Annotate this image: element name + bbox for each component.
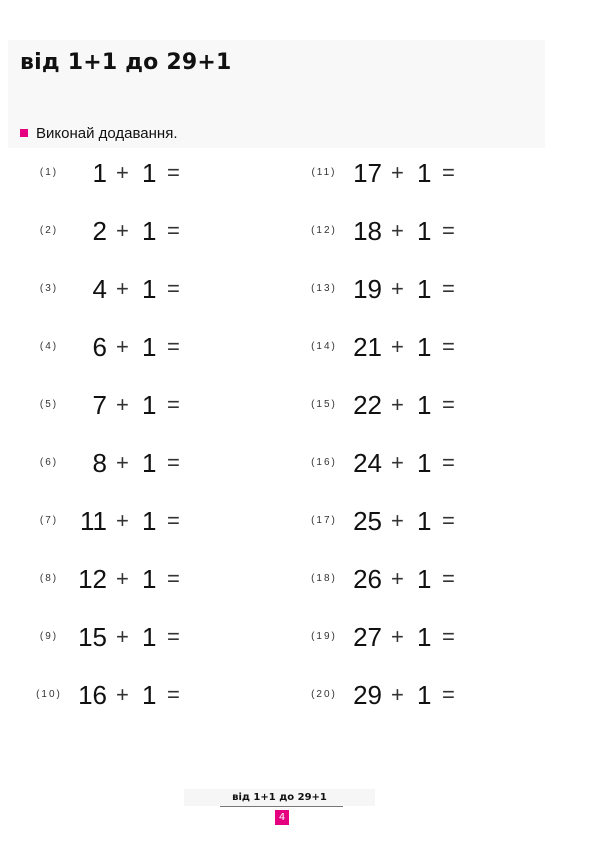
footer-divider — [220, 806, 343, 807]
instruction-text: Виконай додавання. — [36, 125, 178, 142]
first-addend: 25 — [353, 506, 382, 536]
plus-sign: + — [391, 450, 404, 475]
first-addend: 6 — [92, 332, 107, 362]
second-addend: 1 — [142, 564, 157, 594]
equals-sign: = — [442, 392, 455, 417]
equals-sign: = — [167, 624, 180, 649]
instruction — [20, 125, 178, 142]
problem-label: (10) — [36, 689, 62, 700]
second-addend: 1 — [142, 158, 157, 188]
problem-label: (20) — [311, 689, 337, 700]
second-addend: 1 — [417, 564, 432, 594]
problem-label: (18) — [311, 573, 337, 584]
first-addend: 29 — [353, 680, 382, 710]
second-addend: 1 — [417, 274, 432, 304]
equals-sign: = — [167, 566, 180, 591]
equals-sign: = — [167, 276, 180, 301]
equals-sign: = — [442, 624, 455, 649]
problem-label: (13) — [311, 283, 337, 294]
equals-sign: = — [167, 682, 180, 707]
equals-sign: = — [442, 566, 455, 591]
second-addend: 1 — [142, 622, 157, 652]
first-addend: 1 — [92, 158, 107, 188]
plus-sign: + — [116, 508, 129, 533]
bullet-square-icon — [20, 129, 28, 137]
equals-sign: = — [442, 508, 455, 533]
first-addend: 2 — [92, 216, 107, 246]
first-addend: 24 — [353, 448, 382, 478]
equals-sign: = — [442, 160, 455, 185]
problem-label: (9) — [39, 631, 59, 642]
page-title: від 1+1 до 29+1 — [20, 50, 232, 75]
second-addend: 1 — [142, 448, 157, 478]
second-addend: 1 — [417, 622, 432, 652]
problem-label: (19) — [311, 631, 337, 642]
equals-sign: = — [167, 392, 180, 417]
problem-label: (7) — [39, 515, 59, 526]
equals-sign: = — [442, 276, 455, 301]
plus-sign: + — [391, 566, 404, 591]
problem-label: (6) — [39, 457, 59, 468]
first-addend: 12 — [78, 564, 107, 594]
equals-sign: = — [167, 450, 180, 475]
first-addend: 8 — [92, 448, 107, 478]
equals-sign: = — [442, 450, 455, 475]
problem-label: (3) — [39, 283, 59, 294]
problem-label: (17) — [311, 515, 337, 526]
second-addend: 1 — [417, 506, 432, 536]
first-addend: 21 — [353, 332, 382, 362]
problem-label: (5) — [39, 399, 59, 410]
equals-sign: = — [167, 508, 180, 533]
page-number: 4 — [275, 810, 289, 825]
plus-sign: + — [116, 450, 129, 475]
plus-sign: + — [116, 392, 129, 417]
equals-sign: = — [442, 218, 455, 243]
first-addend: 27 — [353, 622, 382, 652]
first-addend: 22 — [353, 390, 382, 420]
second-addend: 1 — [417, 390, 432, 420]
plus-sign: + — [391, 508, 404, 533]
problem-label: (12) — [311, 225, 337, 236]
second-addend: 1 — [142, 332, 157, 362]
first-addend: 17 — [353, 158, 382, 188]
problem-label: (15) — [311, 399, 337, 410]
problem-label: (8) — [39, 573, 59, 584]
problem-label: (16) — [311, 457, 337, 468]
first-addend: 15 — [78, 622, 107, 652]
problem-label: (14) — [311, 341, 337, 352]
second-addend: 1 — [142, 216, 157, 246]
plus-sign: + — [391, 218, 404, 243]
plus-sign: + — [116, 682, 129, 707]
equals-sign: = — [442, 682, 455, 707]
first-addend: 16 — [78, 680, 107, 710]
second-addend: 1 — [417, 448, 432, 478]
equals-sign: = — [167, 160, 180, 185]
first-addend: 7 — [92, 390, 107, 420]
plus-sign: + — [116, 624, 129, 649]
plus-sign: + — [116, 334, 129, 359]
plus-sign: + — [391, 334, 404, 359]
problem-label: (1) — [39, 167, 59, 178]
second-addend: 1 — [417, 680, 432, 710]
second-addend: 1 — [142, 390, 157, 420]
problem-label: (4) — [39, 341, 59, 352]
problem-label: (11) — [311, 167, 337, 178]
second-addend: 1 — [142, 274, 157, 304]
plus-sign: + — [391, 682, 404, 707]
problem-label: (2) — [39, 225, 59, 236]
plus-sign: + — [391, 160, 404, 185]
second-addend: 1 — [417, 216, 432, 246]
plus-sign: + — [391, 624, 404, 649]
equals-sign: = — [167, 334, 180, 359]
plus-sign: + — [116, 160, 129, 185]
first-addend: 11 — [80, 506, 107, 536]
plus-sign: + — [116, 276, 129, 301]
first-addend: 4 — [92, 274, 107, 304]
equals-sign: = — [167, 218, 180, 243]
second-addend: 1 — [417, 332, 432, 362]
plus-sign: + — [116, 566, 129, 591]
first-addend: 26 — [353, 564, 382, 594]
first-addend: 18 — [353, 216, 382, 246]
equals-sign: = — [442, 334, 455, 359]
plus-sign: + — [391, 276, 404, 301]
second-addend: 1 — [142, 680, 157, 710]
first-addend: 19 — [353, 274, 382, 304]
footer-title: від 1+1 до 29+1 — [232, 792, 327, 803]
second-addend: 1 — [417, 158, 432, 188]
plus-sign: + — [391, 392, 404, 417]
second-addend: 1 — [142, 506, 157, 536]
plus-sign: + — [116, 218, 129, 243]
